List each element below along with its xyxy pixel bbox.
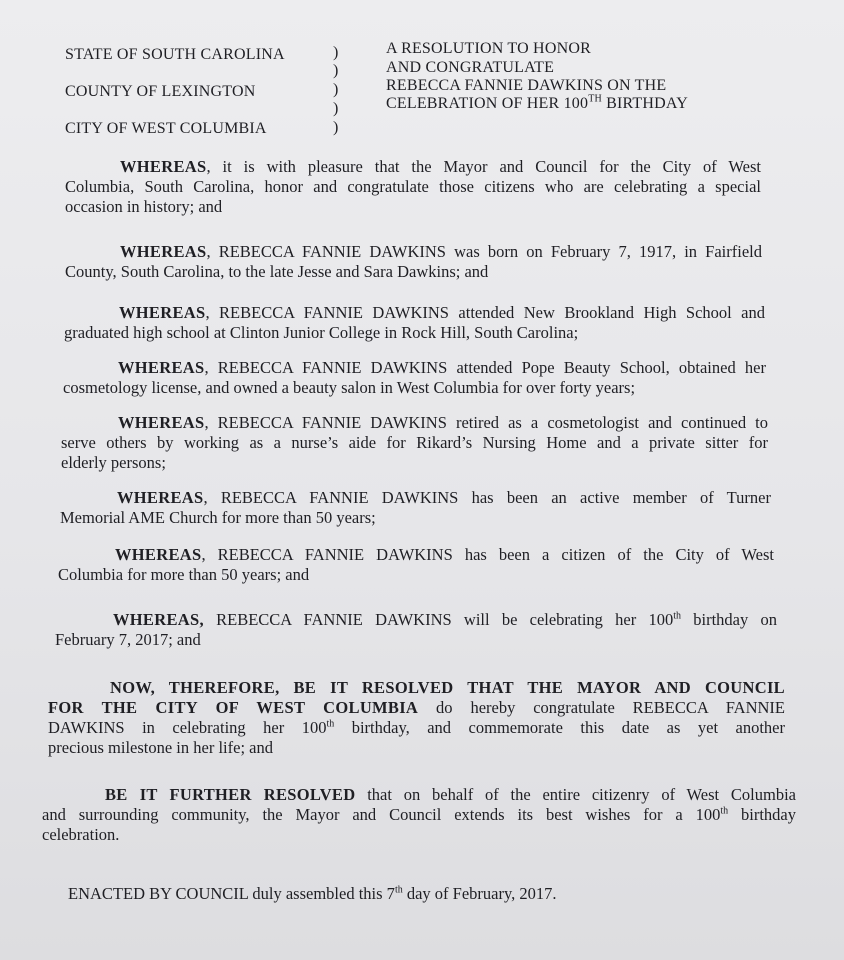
resolution-title-line-2: AND CONGRATULATE	[386, 59, 555, 76]
whereas-label: WHEREAS	[120, 242, 207, 261]
paren-1: )	[333, 44, 339, 61]
whereas-paragraph-3: WHEREAS, REBECCA FANNIE DAWKINS attended New Brookland High School and graduated high school at Clinton Junior College in Rock Hill, South Carolina;	[64, 303, 765, 342]
whereas-paragraph-6: WHEREAS, REBECCA FANNIE DAWKINS has been an active member of Turner Memorial AME Church for more than 50 years;	[60, 488, 771, 527]
whereas-label: WHEREAS	[120, 157, 207, 176]
whereas-label: WHEREAS	[115, 545, 202, 564]
county-label: COUNTY OF LEXINGTON	[65, 83, 256, 100]
paren-2: )	[333, 62, 339, 79]
whereas-paragraph-8: WHEREAS, REBECCA FANNIE DAWKINS will be celebrating her 100th birthday on February 7, 2017; and	[55, 610, 777, 649]
resolution-title-line-1: A RESOLUTION TO HONOR	[386, 40, 591, 57]
paren-3: )	[333, 81, 339, 98]
resolved-heading: NOW, THEREFORE, BE IT RESOLVED THAT THE MAYOR AND COUNCIL	[110, 678, 785, 697]
whereas-label: WHEREAS	[119, 303, 206, 322]
whereas-paragraph-4: WHEREAS, REBECCA FANNIE DAWKINS attended Pope Beauty School, obtained her cosmetology license, and owned a beauty salon in West Columbia for over forty years;	[63, 358, 766, 397]
further-resolved-heading: BE IT FURTHER RESOLVED	[105, 785, 356, 804]
resolved-paragraph: NOW, THEREFORE, BE IT RESOLVED THAT THE MAYOR AND COUNCIL FOR THE CITY OF WEST COLUMBIA do hereby congratulate REBECCA FANNIE DAWKINS in celebrating her 100th birthday, and commemorate this date as yet another precious milestone in her life; and	[48, 678, 785, 757]
whereas-label: WHEREAS	[118, 358, 205, 377]
enacted-line: ENACTED BY COUNCIL duly assembled this 7th day of February, 2017.	[68, 884, 557, 903]
whereas-label: WHEREAS,	[113, 610, 204, 629]
whereas-label: WHEREAS	[118, 413, 205, 432]
paren-5: )	[333, 119, 339, 136]
whereas-paragraph-1: WHEREAS, it is with pleasure that the Mayor and Council for the City of West Columbia, South Carolina, honor and congratulate those citizens who are celebrating a special occasion in history; and	[65, 157, 761, 216]
paren-4: )	[333, 100, 339, 117]
whereas-paragraph-2: WHEREAS, REBECCA FANNIE DAWKINS was born on February 7, 1917, in Fairfield County, South Carolina, to the late Jesse and Sara Dawkins; and	[65, 242, 762, 281]
resolved-heading-city: FOR THE CITY OF WEST COLUMBIA	[48, 698, 419, 717]
further-resolved-paragraph: BE IT FURTHER RESOLVED that on behalf of the entire citizenry of West Columbia and surrounding community, the Mayor and Council extends its best wishes for a 100th birthday celebration.	[42, 785, 796, 844]
resolution-title-line-4: CELEBRATION OF HER 100TH BIRTHDAY	[386, 93, 688, 112]
resolution-title-line-3: REBECCA FANNIE DAWKINS ON THE	[386, 77, 667, 94]
state-label: STATE OF SOUTH CAROLINA	[65, 46, 285, 63]
city-label: CITY OF WEST COLUMBIA	[65, 120, 267, 137]
whereas-label: WHEREAS	[117, 488, 204, 507]
whereas-paragraph-7: WHEREAS, REBECCA FANNIE DAWKINS has been a citizen of the City of West Columbia for more than 50 years; and	[58, 545, 774, 584]
whereas-paragraph-5: WHEREAS, REBECCA FANNIE DAWKINS retired as a cosmetologist and continued to serve others by working as a nurse’s aide for Rikard’s Nursing Home and a private sitter for elderly persons;	[61, 413, 768, 472]
